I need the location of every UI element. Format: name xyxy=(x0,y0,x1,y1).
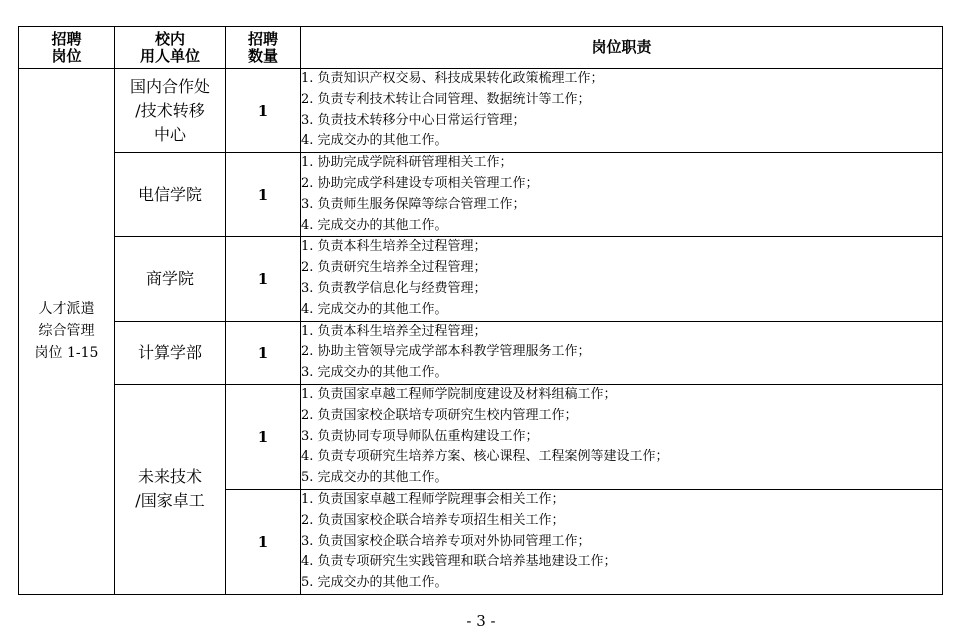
duty-item: 2. 负责国家校企联合培养专项招生相关工作； xyxy=(301,512,565,528)
count-cell: 1 xyxy=(226,384,301,489)
duty-item: 4. 完成交办的其他工作。 xyxy=(301,217,448,233)
recruitment-table xyxy=(18,26,943,595)
duty-item: 2. 负责国家校企联培专项研究生校内管理工作； xyxy=(301,407,578,423)
count-cell: 1 xyxy=(226,69,301,153)
duty-item: 2. 协助完成学科建设专项相关管理工作； xyxy=(301,175,539,191)
duties-cell xyxy=(301,237,943,321)
unit-cell: 未来技术 /国家卓工 xyxy=(115,384,226,594)
count-cell: 1 xyxy=(226,153,301,237)
count-cell: 1 xyxy=(226,489,301,594)
duties-cell xyxy=(301,321,943,384)
table-row xyxy=(19,321,943,384)
duty-item: 3. 负责国家校企联合培养专项对外协同管理工作； xyxy=(301,533,591,549)
duty-item: 4. 完成交办的其他工作。 xyxy=(301,133,448,149)
duty-item: 3. 负责技术转移分中心日常运行管理； xyxy=(301,112,526,128)
page-number: - 3 - xyxy=(466,612,496,630)
position-cell: 人才派遣 综合管理 岗位 1-15 xyxy=(19,69,115,595)
duties-cell xyxy=(301,153,943,237)
header-count: 招聘 数量 xyxy=(226,27,301,69)
header-duties: 岗位职责 xyxy=(301,27,943,69)
duty-item: 5. 完成交办的其他工作。 xyxy=(301,575,448,591)
header-position: 招聘 岗位 xyxy=(19,27,115,69)
header-row xyxy=(19,27,943,69)
duty-item: 1. 负责本科生培养全过程管理； xyxy=(301,323,487,339)
duty-item: 1. 负责国家卓越工程师学院制度建设及材料组稿工作； xyxy=(301,386,617,402)
unit-cell: 国内合作处 /技术转移 中心 xyxy=(115,69,226,153)
duty-item: 1. 协助完成学院科研管理相关工作； xyxy=(301,155,513,171)
duty-item: 2. 负责专利技术转让合同管理、数据统计等工作； xyxy=(301,91,591,107)
duty-item: 2. 负责研究生培养全过程管理； xyxy=(301,260,487,276)
unit-cell: 计算学部 xyxy=(115,321,226,384)
table-row xyxy=(19,69,943,153)
duty-item: 1. 负责国家卓越工程师学院理事会相关工作； xyxy=(301,491,565,507)
duty-item: 4. 完成交办的其他工作。 xyxy=(301,301,448,317)
table-row xyxy=(19,384,943,489)
duty-item: 1. 负责本科生培养全过程管理； xyxy=(301,239,487,255)
table-row xyxy=(19,237,943,321)
duty-item: 3. 负责师生服务保障等综合管理工作； xyxy=(301,196,526,212)
duty-item: 4. 负责专项研究生培养方案、核心课程、工程案例等建设工作； xyxy=(301,449,669,465)
duty-item: 3. 完成交办的其他工作。 xyxy=(301,365,448,381)
duties-cell xyxy=(301,69,943,153)
duty-item: 1. 负责知识产权交易、科技成果转化政策梳理工作； xyxy=(301,71,604,86)
header-unit: 校内 用人单位 xyxy=(115,27,226,69)
count-cell: 1 xyxy=(226,237,301,321)
duties-cell xyxy=(301,489,943,594)
table-row xyxy=(19,153,943,237)
duty-item: 3. 负责协同专项导师队伍重构建设工作； xyxy=(301,428,539,444)
duty-item: 2. 协助主管领导完成学部本科教学管理服务工作； xyxy=(301,344,591,360)
duty-item: 3. 负责教学信息化与经费管理； xyxy=(301,280,487,296)
duties-cell xyxy=(301,384,943,489)
duty-item: 4. 负责专项研究生实践管理和联合培养基地建设工作； xyxy=(301,554,617,570)
duty-item: 5. 完成交办的其他工作。 xyxy=(301,470,448,486)
unit-cell: 商学院 xyxy=(115,237,226,321)
count-cell: 1 xyxy=(226,321,301,384)
unit-cell: 电信学院 xyxy=(115,153,226,237)
